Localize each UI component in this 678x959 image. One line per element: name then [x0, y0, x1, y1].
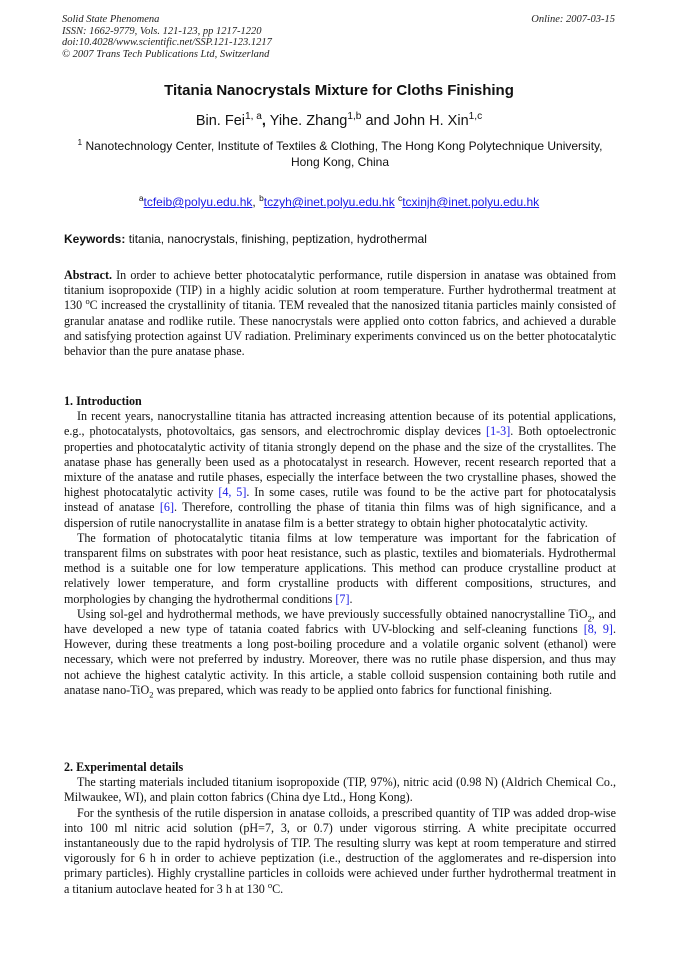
email-link[interactable]: tcxinjh@inet.polyu.edu.hk [402, 195, 540, 209]
paper-title: Titania Nanocrystals Mixture for Cloths Finishing [164, 82, 514, 99]
author-affil-sup: 1,c [468, 111, 483, 123]
subscript: 2 [587, 613, 592, 624]
email-link[interactable]: tcfeib@polyu.edu.hk [143, 195, 253, 209]
paragraph-text: In recent years, nanocrystalline titania has attracted increasing attention because of its potential applications, e.g., photocatalysts, photovoltaics, gas sensors, and electrochromic display devices [64, 409, 616, 439]
email-link[interactable]: tczyh@inet.polyu.edu.hk [263, 195, 395, 209]
abstract-label: Abstract. [64, 268, 113, 282]
abstract-paragraph [64, 268, 616, 359]
author-name: and John H. Xin [361, 113, 469, 129]
paragraph-text: For the synthesis of the rutile dispersion in anatase colloids, a prescribed quantity of TIP was added drop-wise into 100 ml nitric acid solution (pH=7, 3, or 0.7) under vigorous stirring. A white precipitate occurred instantaneously due to the rapid hydrolysis of TIP. The resulting slurry was kept at room temperature and stirred vigorously for 6 h in order to achieve peptization (i.e., destruction of the agglomerates and re-dispersion into primary particles). Highly crystalline particles in colloids were achieved under further hydrothermal treatment in a titanium autoclave heated for 3 h at 130 [64, 805, 616, 896]
citation-link[interactable]: [7] [335, 591, 350, 606]
email-list: $^a$tcfeib@polyu.edu.hk, $^b$tczyh@inet.polyu.edu.hk $^c$tcxinjh@inet.polyu.edu.hk [138, 193, 540, 209]
introduction-section [64, 394, 616, 698]
keywords-text: titania, nanocrystals, finishing, peptization, hydrothermal [125, 232, 427, 246]
degree-sup: o [85, 296, 90, 307]
paragraph [64, 806, 616, 897]
paragraph-text: The formation of photocatalytic titania films at low temperature was important for the fabrication of transparent films on substrates with poor heat resistance, such as plastic, textiles and biomaterials. Hydrothermal method is a suitable one for low temperature applications. This method can produce crystalline product at relatively lower temperature, and form crystalline products with different compositions, structures, and morphologies by changing the hydrothermal conditions [64, 530, 616, 606]
author-affil-sup: 1,b [347, 111, 362, 123]
paragraph-text: . Therefore, controlling the phase of titania thin films was of high significance, and a dispersion of rutile nanocrystallite in anatase film is a better strategy to obtain higher photocatalytic activity. [64, 500, 616, 530]
affiliation-text: Nanotechnology Center, Institute of Textiles & Clothing, The Hong Kong Polytechnique University, Hong Kong, China [82, 139, 603, 169]
paragraph-text: was prepared, which was ready to be applied onto fabrics for functional finishing. [153, 682, 553, 697]
online-date: Online: 2007-03-15 [531, 14, 615, 25]
affiliation-sup: 1 [77, 137, 83, 147]
keywords [64, 232, 616, 246]
affiliation [64, 139, 616, 170]
keywords-label: Keywords: [64, 232, 126, 246]
journal-name: Solid State Phenomena [62, 14, 160, 25]
paragraph [64, 607, 616, 698]
journal-copyright: © 2007 Trans Tech Publications Ltd, Switzerland [62, 48, 270, 60]
abstract-text: In order to achieve better photocatalytic performance, rutile dispersion in anatase was obtained from titanium isopropoxide (TIP) in a highly acidic solution at room temperature. Further hydrothermal treatment at 130 [64, 268, 616, 313]
paragraph-text: . Both optoelectronic properties and photocatalytic activity of titania strongly depend on the phase and the size of the crystallites. The anatase phase has generally been used as a photocatalyst in research. However, recent research reported that a mixture of the anatase and rutile phases, especially the interface between the two crystalline phases, showed the highest photocatalytic activity [64, 424, 617, 500]
paragraph-text: . However, during these treatments a long post-boiling procedure and a volatile organic solvent (ethanol) were necessary, which were not preferred by industry. Moreover, there was no rutile phase dispersion, and thus may not achieve the highest catalytic activity. In this article, a stable colloid suspension containing both rutile and anatase nano-TiO [64, 622, 616, 697]
email-sup: b [259, 193, 264, 203]
abstract-text: C increased the crystallinity of titania. TEM revealed that the nanosized titania particles mainly consisted of granular anatase and rodlike rutile. These nanocrystals were applied onto cotton fabrics, and achieved a durable and satisfying protection against UV radiation. Preliminary experiments convinced us on the better photocatalytic behavior than the pure anatase phase. [64, 298, 616, 359]
paragraph [64, 409, 616, 531]
email-sup: c [398, 193, 403, 203]
author-separator: , [261, 113, 266, 129]
author-name: Yihe. Zhang [265, 113, 348, 129]
citation-link[interactable]: [4, 5] [218, 485, 247, 500]
section-heading: 2. Experimental details [64, 760, 184, 774]
paragraph [64, 531, 616, 607]
paragraph-text: C. [272, 881, 284, 896]
paragraph-text: . In some cases, rutile was found to be the active part for photocatalysis instead of anatase [64, 485, 616, 515]
journal-header [62, 14, 272, 60]
degree-sup: o [267, 879, 273, 890]
citation-link[interactable]: [8, 9] [583, 622, 613, 637]
citation-link[interactable]: [1-3] [486, 424, 511, 439]
citation-link[interactable]: [6] [159, 500, 174, 515]
author-affil-sup: 1, a [245, 111, 262, 123]
abstract [64, 268, 616, 359]
paragraph-text: Using sol-gel and hydrothermal methods, we have previously successfully obtained nanocrystalline TiO [77, 606, 588, 621]
paragraph-text: , and have developed a new type of tatania coated fabrics with UV-blocking and self-cleaning functions [64, 606, 616, 637]
email-sup: a [138, 193, 144, 203]
subscript: 2 [149, 689, 154, 700]
paragraph-text: . [349, 591, 353, 606]
author-name: Bin. Fei [195, 113, 245, 129]
paragraph: The starting materials included titanium isopropoxide (TIP, 97%), nitric acid (0.98 N) (Aldrich Chemical Co., Milwaukee, WI), and plain cotton fabrics (China dye Ltd., Hong Kong). [64, 775, 616, 805]
experimental-section [64, 760, 616, 897]
author-list [0, 113, 678, 129]
journal-issn: ISSN: 1662-9779, Vols. 121-123, pp 1217-1220 [62, 25, 262, 37]
section-heading: 1. Introduction [64, 394, 142, 408]
journal-doi: doi:10.4028/www.scientific.net/SSP.121-123.1217 [62, 37, 272, 48]
